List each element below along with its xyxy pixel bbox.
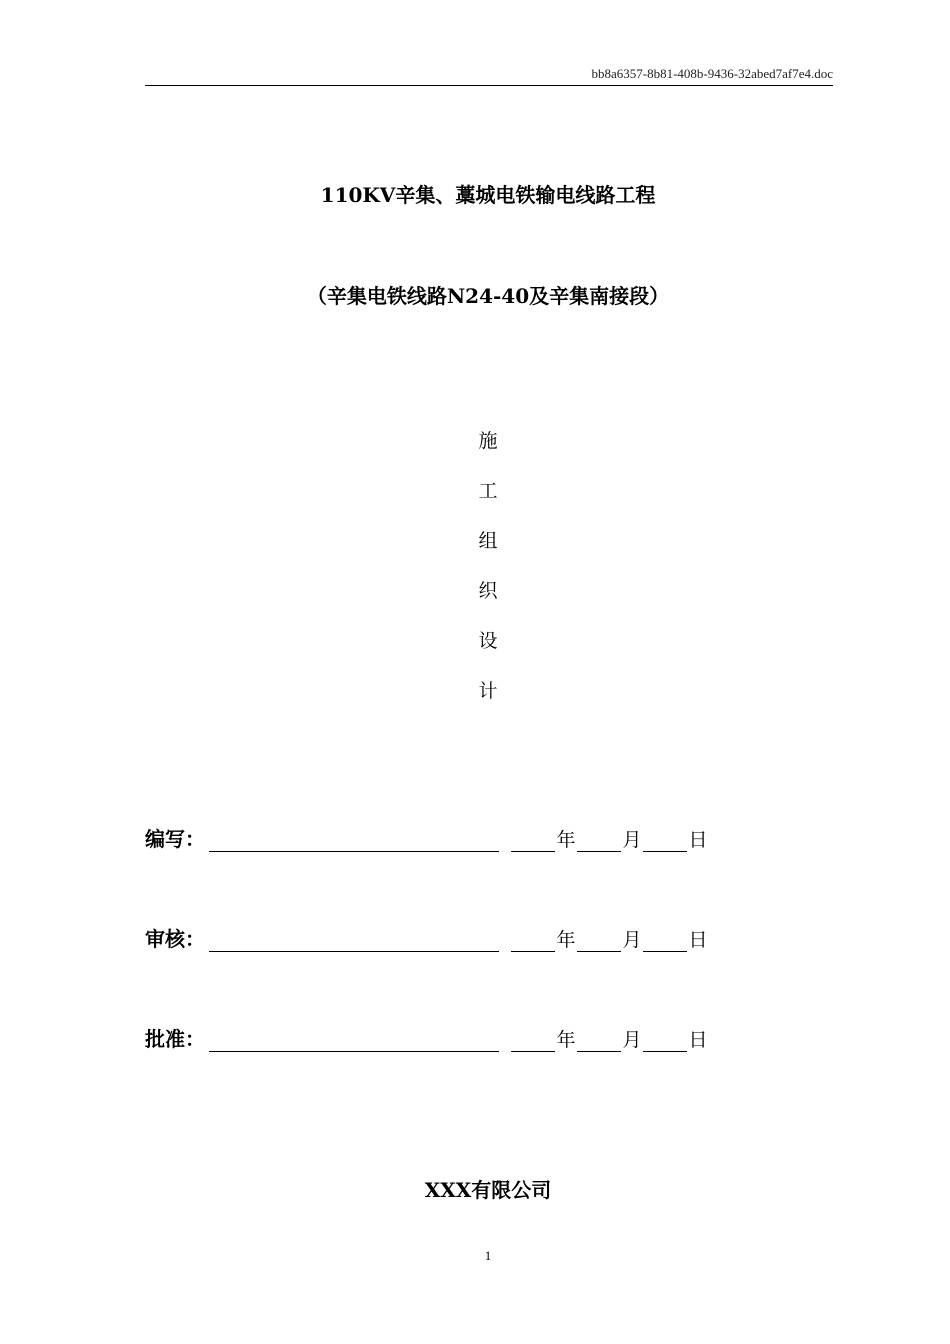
date-year-unit: 年 bbox=[556, 929, 576, 951]
date-month-unit: 月 bbox=[622, 929, 642, 951]
signature-row-reviewer bbox=[145, 922, 709, 952]
date-year-unit: 年 bbox=[556, 1029, 576, 1051]
date-month-unit: 月 bbox=[622, 829, 642, 851]
signature-label-author: 编写： bbox=[145, 827, 205, 851]
date-day-blank bbox=[643, 931, 687, 952]
date-year-unit: 年 bbox=[556, 829, 576, 851]
signature-line-reviewer bbox=[209, 931, 499, 952]
document-title: 110KV辛集、藁城电铁输电线路工程 bbox=[320, 183, 656, 207]
date-day-unit: 日 bbox=[688, 829, 708, 851]
date-day-blank bbox=[643, 831, 687, 852]
page-number: 1 bbox=[484, 1248, 492, 1263]
date-day-unit: 日 bbox=[688, 1029, 708, 1051]
vertical-char: 设 bbox=[478, 630, 498, 652]
signature-line-author bbox=[209, 831, 499, 852]
date-month-blank bbox=[577, 831, 621, 852]
header-divider bbox=[145, 85, 833, 86]
vertical-char: 组 bbox=[478, 530, 498, 552]
date-month-unit: 月 bbox=[622, 1029, 642, 1051]
header-filename: bb8a6357-8b81-408b-9436-32abed7af7e4.doc bbox=[591, 66, 833, 81]
date-year-blank bbox=[511, 931, 555, 952]
vertical-char: 工 bbox=[478, 480, 498, 502]
vertical-char: 计 bbox=[478, 680, 498, 702]
date-year-blank bbox=[511, 1031, 555, 1052]
vertical-char: 施 bbox=[478, 430, 498, 452]
date-day-unit: 日 bbox=[688, 929, 708, 951]
signature-label-reviewer: 审核： bbox=[145, 927, 205, 951]
signature-row-author bbox=[145, 822, 709, 852]
signature-label-approver: 批准： bbox=[145, 1027, 205, 1051]
signature-row-approver bbox=[145, 1022, 709, 1052]
date-month-blank bbox=[577, 931, 621, 952]
date-month-blank bbox=[577, 1031, 621, 1052]
document-subtitle: （辛集电铁线路N24-40及辛集南接段） bbox=[306, 284, 670, 308]
vertical-document-type bbox=[476, 427, 500, 727]
company-name: XXX有限公司 bbox=[424, 1178, 552, 1202]
date-year-blank bbox=[511, 831, 555, 852]
date-day-blank bbox=[643, 1031, 687, 1052]
vertical-char: 织 bbox=[478, 580, 498, 602]
signature-line-approver bbox=[209, 1031, 499, 1052]
